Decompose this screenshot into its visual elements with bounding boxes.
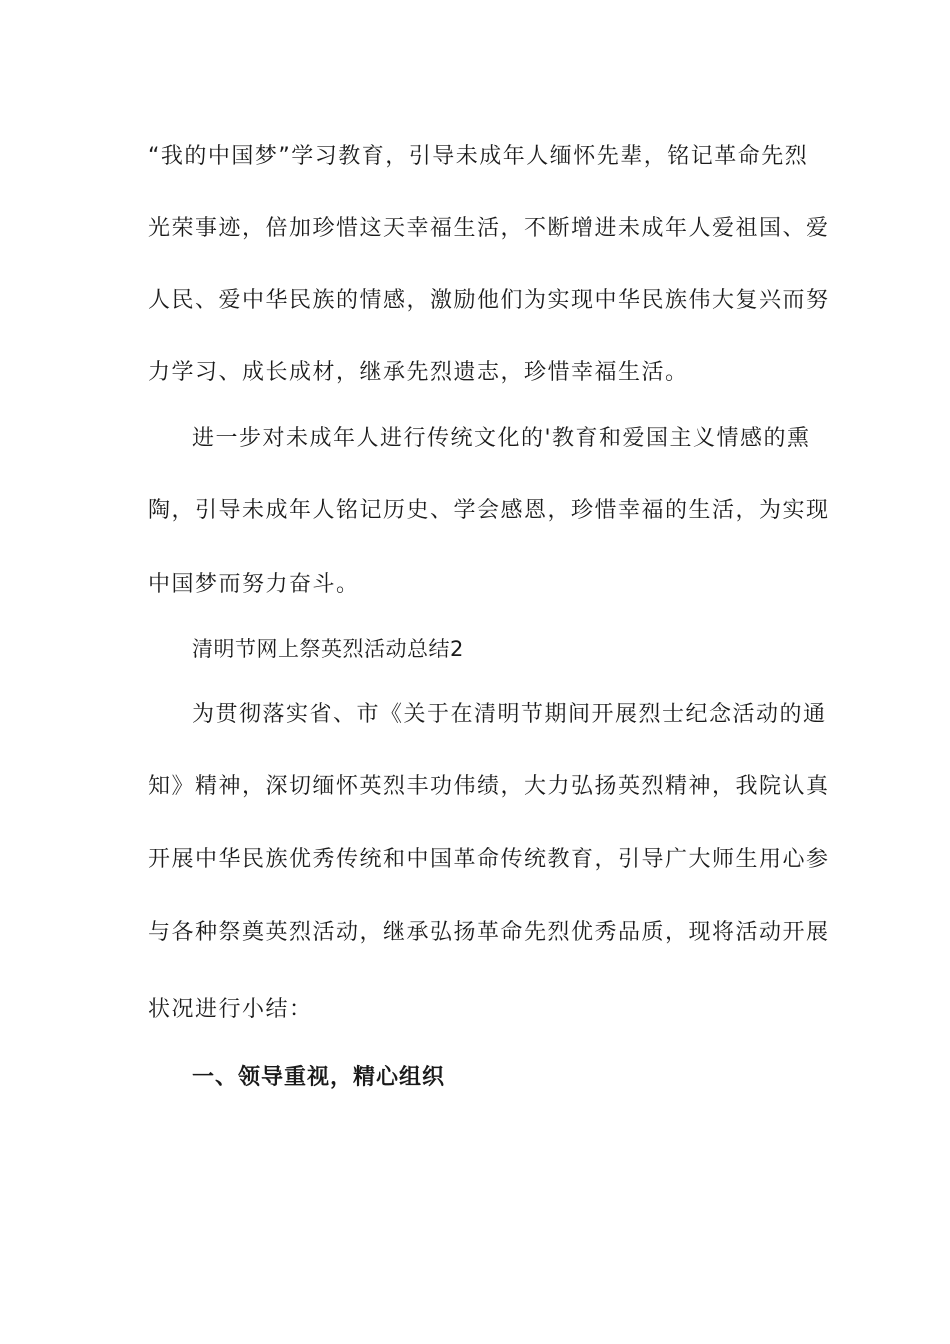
paragraph-1-line-1: “我的中国梦”学习教育，引导未成年人缅怀先辈，铭记革命先烈 <box>148 144 809 169</box>
paragraph-3-line-2: 知》精神，深切缅怀英烈丰功伟绩，大力弘扬英烈精神，我院认真 <box>148 774 830 799</box>
paragraph-1-line-3: 人民、爱中华民族的情感，激励他们为实现中华民族伟大复兴而努 <box>148 288 830 313</box>
paragraph-2-line-1: 进一步对未成年人进行传统文化的'教育和爱国主义情感的熏 <box>192 426 811 451</box>
paragraph-1-line-2: 光荣事迹，倍加珍惜这天幸福生活，不断增进未成年人爱祖国、爱 <box>148 216 830 241</box>
subheading: 一、领导重视，精心组织 <box>192 1065 446 1090</box>
paragraph-3-line-5: 状况进行小结： <box>148 997 313 1022</box>
paragraph-3-line-4: 与各种祭奠英烈活动，继承弘扬革命先烈优秀品质，现将活动开展 <box>148 920 830 945</box>
section-title: 清明节网上祭英烈活动总结2 <box>192 637 464 661</box>
paragraph-3-line-1: 为贯彻落实省、市《关于在清明节期间开展烈士纪念活动的通 <box>192 702 827 727</box>
paragraph-3-line-3: 开展中华民族优秀传统和中国革命传统教育，引导广大师生用心参 <box>148 847 830 872</box>
paragraph-2-line-3: 中国梦而努力奋斗。 <box>148 572 360 597</box>
paragraph-2-line-2: 陶，引导未成年人铭记历史、学会感恩，珍惜幸福的生活，为实现 <box>148 498 830 523</box>
paragraph-1-line-4: 力学习、成长成材，继承先烈遗志，珍惜幸福生活。 <box>148 360 689 385</box>
